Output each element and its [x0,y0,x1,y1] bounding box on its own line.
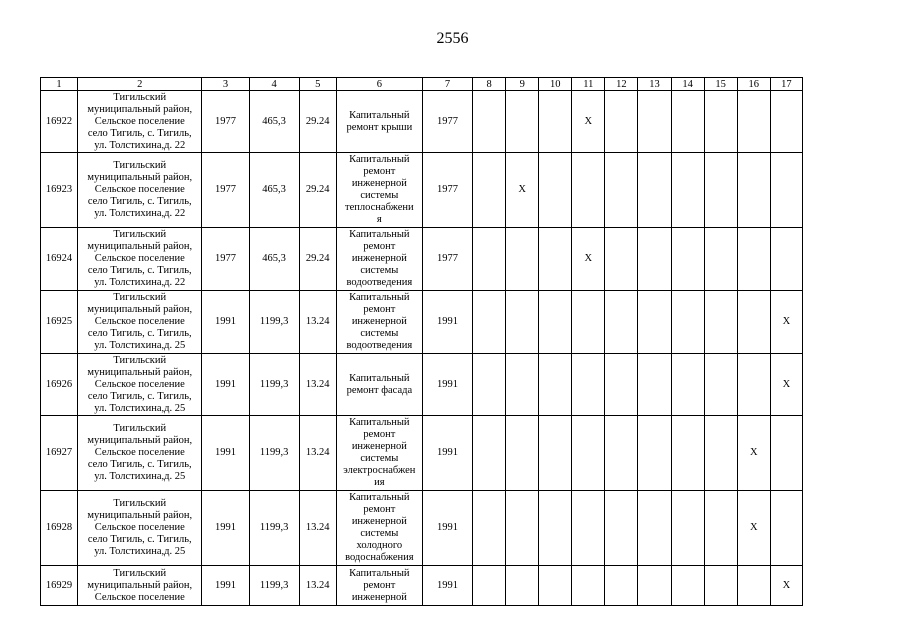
mark-cell [671,291,704,354]
mark-cell: X [770,566,802,606]
mark-cell [704,354,737,416]
mark-cell [671,416,704,491]
address-cell [78,491,202,566]
work-type-cell-line: Капитальный [349,417,410,428]
row-id: 16922 [41,91,78,153]
mark-cell [473,91,506,153]
address-cell-line: Тигильский [113,91,167,103]
address-cell-line: село Тигиль, с. Тигиль, [87,459,192,470]
address-cell-line: Тигильский [113,292,167,303]
address-cell-line: муниципальный район, [87,172,193,183]
mark-cell [671,91,704,153]
column-header: 4 [249,78,299,91]
mark-cell: X [770,354,802,416]
mark-cell: X [506,153,539,228]
planned-year-cell: 1991 [422,291,472,354]
area-cell: 1199,3 [249,491,299,566]
address-cell-line: муниципальный район, [87,435,193,446]
work-type-cell-line: ремонт [363,304,396,315]
work-type-cell-line: я [376,214,382,225]
mark-cell [671,228,704,291]
work-type-cell-line: водоснабжения [345,552,414,563]
rate-cell: 13.24 [299,566,336,606]
work-type-cell-line: инженерной [351,253,407,264]
area-cell: 1199,3 [249,566,299,606]
address-cell-line: Тигильский [113,498,167,509]
mark-cell [506,228,539,291]
table-row [41,228,803,291]
address-cell-line: Тигильский [113,354,167,366]
address-cell [78,91,202,153]
mark-cell [737,91,770,153]
work-type-cell-line: Капитальный [349,492,410,503]
address-cell-line: ул. Толстихина,д. 25 [94,471,186,482]
mark-cell [572,416,605,491]
mark-cell [770,153,802,228]
mark-cell [638,291,671,354]
table-row [41,354,803,416]
mark-cell [737,291,770,354]
address-cell-line: село Тигиль, с. Тигиль, [87,196,192,207]
mark-cell: X [737,491,770,566]
table-row [41,416,803,491]
work-type-cell [336,354,422,416]
address-cell-line: Сельское поселение [94,115,185,127]
work-type-cell-line: ремонт крыши [346,121,413,133]
mark-cell [572,491,605,566]
row-id: 16928 [41,491,78,566]
work-type-cell-line: ремонт [363,241,396,252]
mark-cell [638,91,671,153]
rate-cell: 13.24 [299,491,336,566]
address-cell-line: село Тигиль, с. Тигиль, [87,265,192,276]
row-id: 16925 [41,291,78,354]
work-type-cell-line: системы [360,328,399,339]
mark-cell [638,153,671,228]
work-type-cell-line: ремонт фасада [346,384,413,396]
work-type-cell [336,416,422,491]
mark-cell [539,354,572,416]
mark-cell [704,153,737,228]
column-header: 2 [78,78,202,91]
table-row [41,491,803,566]
mark-cell [605,416,638,491]
address-cell-line: ул. Толстихина,д. 22 [94,208,186,219]
mark-cell [473,491,506,566]
rate-cell: 29.24 [299,228,336,291]
year-built-cell: 1977 [202,228,249,291]
column-header: 14 [671,78,704,91]
address-cell [78,153,202,228]
work-type-cell-line: системы [360,453,399,464]
row-id: 16924 [41,228,78,291]
address-cell-line: муниципальный район, [87,304,193,315]
table-body [41,78,803,606]
column-header: 9 [506,78,539,91]
mark-cell: X [572,228,605,291]
mark-cell [638,354,671,416]
mark-cell [704,291,737,354]
work-type-cell-line: холодного [356,540,403,551]
page-number: 2556 [436,30,469,47]
repair-register-table [40,77,803,606]
work-type-cell-line: Капитальный [349,154,410,165]
column-header: 11 [572,78,605,91]
work-type-cell-line: инженерной [351,441,407,452]
column-header: 13 [638,78,671,91]
address-cell-line: муниципальный район, [87,579,193,591]
mark-cell [605,153,638,228]
row-id: 16923 [41,153,78,228]
mark-cell [770,91,802,153]
mark-cell [506,491,539,566]
mark-cell [539,416,572,491]
address-cell-line: Тигильский [113,160,167,171]
work-type-cell-line: теплоснабжени [345,202,414,213]
work-type-cell-line: электроснабжен [343,465,416,476]
work-type-cell-line: системы [360,265,399,276]
mark-cell [539,228,572,291]
row-id: 16929 [41,566,78,606]
address-cell-line: муниципальный район, [87,366,193,378]
address-cell [78,354,202,416]
address-cell [78,228,202,291]
mark-cell [506,416,539,491]
column-header: 7 [422,78,472,91]
mark-cell [605,354,638,416]
address-cell-line: село Тигиль, с. Тигиль, [87,328,192,339]
column-header: 3 [202,78,249,91]
mark-cell [704,228,737,291]
area-cell: 465,3 [249,153,299,228]
planned-year-cell: 1991 [422,566,472,606]
work-type-cell-line: Капитальный [349,292,410,303]
mark-cell [704,491,737,566]
work-type-cell-line: инженерной [351,178,407,189]
work-type-cell-line: Капитальный [349,567,410,579]
mark-cell [704,416,737,491]
address-cell-line: село Тигиль, с. Тигиль, [87,390,192,402]
work-type-cell-line: водоотведения [346,340,413,351]
address-cell-line: ул. Толстихина,д. 25 [94,340,186,351]
year-built-cell: 1991 [202,566,249,606]
rate-cell: 13.24 [299,416,336,491]
address-cell-line: ул. Толстихина,д. 25 [94,402,186,414]
address-cell [78,291,202,354]
area-cell: 1199,3 [249,354,299,416]
mark-cell [737,566,770,606]
work-type-cell-line: водоотведения [346,277,413,288]
address-cell [78,566,202,606]
address-cell-line: ул. Толстихина,д. 22 [94,139,186,151]
address-cell-line: муниципальный район, [87,103,193,115]
column-header: 15 [704,78,737,91]
column-header: 1 [41,78,78,91]
mark-cell: X [770,291,802,354]
work-type-cell-line: Капитальный [349,372,410,384]
mark-cell [704,566,737,606]
column-header: 12 [605,78,638,91]
mark-cell [539,291,572,354]
mark-cell [572,153,605,228]
mark-cell [539,91,572,153]
work-type-cell-line: инженерной [351,516,407,527]
year-built-cell: 1977 [202,153,249,228]
work-type-cell-line: ремонт [363,429,396,440]
area-cell: 1199,3 [249,416,299,491]
address-cell [78,416,202,491]
address-cell-line: село Тигиль, с. Тигиль, [87,534,192,545]
mark-cell [605,228,638,291]
row-id: 16927 [41,416,78,491]
work-type-cell-line: Капитальный [349,109,410,121]
work-type-cell-line: Капитальный [349,229,410,240]
year-built-cell: 1991 [202,416,249,491]
column-header: 10 [539,78,572,91]
rate-cell: 29.24 [299,91,336,153]
mark-cell [737,354,770,416]
work-type-cell-line: инженерной [351,316,407,327]
address-cell-line: ул. Толстихина,д. 22 [94,277,186,288]
mark-cell [671,153,704,228]
mark-cell [638,416,671,491]
address-cell-line: Тигильский [113,423,167,434]
rate-cell: 13.24 [299,354,336,416]
mark-cell [770,491,802,566]
column-header: 8 [473,78,506,91]
mark-cell [572,354,605,416]
mark-cell [605,91,638,153]
column-header: 16 [737,78,770,91]
area-cell: 1199,3 [249,291,299,354]
column-header: 17 [770,78,802,91]
work-type-cell [336,153,422,228]
area-cell: 465,3 [249,91,299,153]
mark-cell [539,153,572,228]
mark-cell [671,566,704,606]
work-type-cell [336,566,422,606]
address-cell-line: Сельское поселение [94,522,185,533]
mark-cell [572,566,605,606]
mark-cell [770,416,802,491]
address-cell-line: ул. Толстихина,д. 25 [94,546,186,557]
address-cell-line: муниципальный район, [87,510,193,521]
planned-year-cell: 1977 [422,228,472,291]
mark-cell [506,354,539,416]
column-number-row [41,78,803,91]
row-id: 16926 [41,354,78,416]
address-cell-line: Тигильский [113,567,167,579]
mark-cell [737,228,770,291]
mark-cell [704,91,737,153]
mark-cell [638,491,671,566]
mark-cell [539,566,572,606]
mark-cell [473,354,506,416]
table-row [41,91,803,153]
work-type-cell [336,491,422,566]
work-type-cell-line: ремонт [363,166,396,177]
work-type-cell [336,291,422,354]
mark-cell [770,228,802,291]
table-row [41,153,803,228]
work-type-cell-line: ия [374,477,385,488]
mark-cell [473,291,506,354]
mark-cell [473,566,506,606]
address-cell-line: Сельское поселение [94,316,185,327]
work-type-cell [336,228,422,291]
area-cell: 465,3 [249,228,299,291]
year-built-cell: 1991 [202,354,249,416]
mark-cell [638,228,671,291]
mark-cell [638,566,671,606]
mark-cell [539,491,572,566]
address-cell-line: Сельское поселение [94,591,185,603]
address-cell-line: Тигильский [113,229,167,240]
address-cell-line: село Тигиль, с. Тигиль, [87,127,192,139]
address-cell-line: Сельское поселение [94,447,185,458]
mark-cell [671,491,704,566]
work-type-cell-line: ремонт [363,579,396,591]
year-built-cell: 1991 [202,491,249,566]
planned-year-cell: 1991 [422,354,472,416]
address-cell-line: Сельское поселение [94,253,185,264]
address-cell-line: Сельское поселение [94,378,185,390]
rate-cell: 13.24 [299,291,336,354]
mark-cell [572,291,605,354]
year-built-cell: 1991 [202,291,249,354]
work-type-cell-line: инженерной [351,591,407,603]
planned-year-cell: 1991 [422,416,472,491]
address-cell-line: Сельское поселение [94,184,185,195]
column-header: 5 [299,78,336,91]
mark-cell [605,491,638,566]
mark-cell [473,228,506,291]
mark-cell [605,291,638,354]
mark-cell [473,416,506,491]
year-built-cell: 1977 [202,91,249,153]
rate-cell: 29.24 [299,153,336,228]
planned-year-cell: 1991 [422,491,472,566]
table-row [41,291,803,354]
mark-cell [506,291,539,354]
mark-cell: X [572,91,605,153]
work-type-cell-line: системы [360,190,399,201]
mark-cell [671,354,704,416]
table-row [41,566,803,606]
work-type-cell-line: системы [360,528,399,539]
column-header: 6 [336,78,422,91]
mark-cell [473,153,506,228]
mark-cell [605,566,638,606]
mark-cell [506,566,539,606]
mark-cell [506,91,539,153]
planned-year-cell: 1977 [422,91,472,153]
planned-year-cell: 1977 [422,153,472,228]
address-cell-line: муниципальный район, [87,241,193,252]
work-type-cell [336,91,422,153]
mark-cell [737,153,770,228]
work-type-cell-line: ремонт [363,504,396,515]
mark-cell: X [737,416,770,491]
